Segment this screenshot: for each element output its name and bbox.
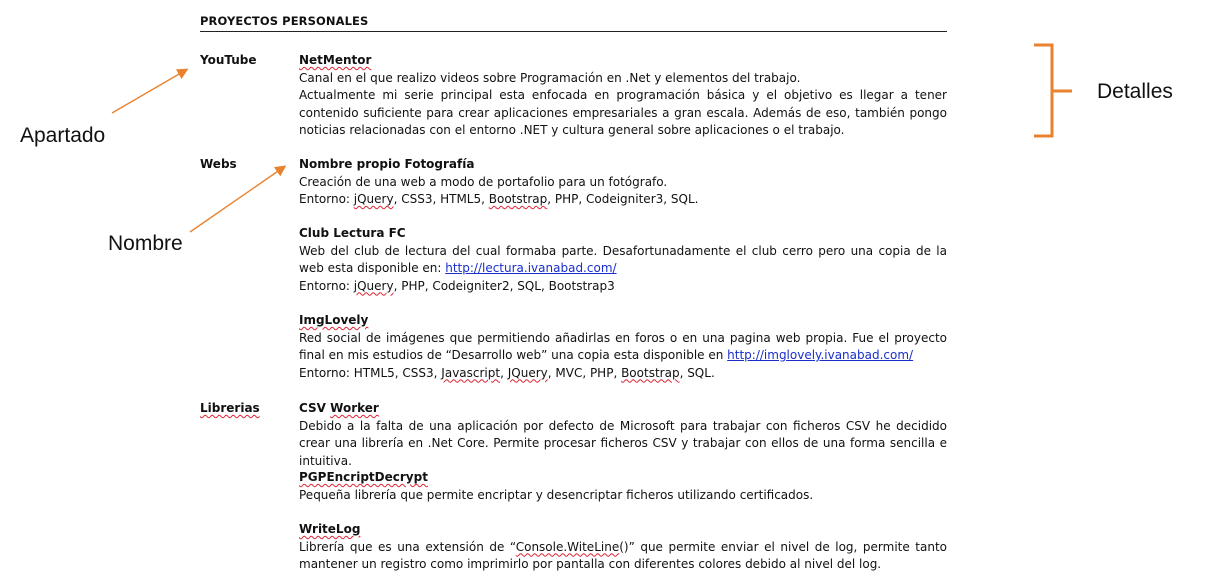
entry-name: CSV Worker	[299, 401, 379, 415]
detalles-bracket	[1034, 45, 1072, 136]
imglovely-link[interactable]: http://imglovely.ivanabad.com/	[727, 348, 914, 362]
club-lectura-link[interactable]: http://lectura.ivanabad.com/	[445, 261, 617, 275]
category-librerias: Librerias	[200, 401, 260, 415]
entry-description: Red social de imágenes que permitiendo añadirlas en foros o en una pagina web propia. Fue el proyecto final en mis estudios de “Desarrollo web” una copia esta disponible en http://imglovely.ivanabad.com/	[299, 330, 947, 362]
entry-tech-stack: Entorno: jQuery, CSS3, HTML5, Bootstrap, PHP, Codeigniter3, SQL.	[299, 192, 699, 206]
entry-tech-stack: Entorno: jQuery, PHP, Codeigniter2, SQL, Bootstrap3	[299, 278, 615, 293]
entry-tech-stack: Entorno: HTML5, CSS3, Javascript, JQuery, MVC, PHP, Bootstrap, SQL.	[299, 365, 715, 380]
nombre-arrow	[190, 167, 284, 232]
callout-nombre: Nombre	[108, 232, 183, 255]
category-webs: Webs	[200, 157, 237, 171]
entry-name: PGPEncriptDecrypt	[299, 470, 428, 484]
category-youtube: YouTube	[200, 53, 257, 67]
entry-description: Pequeña librería que permite encriptar y desencriptar ficheros utilizando certificados.	[299, 487, 814, 502]
entry-name: WriteLog	[299, 522, 361, 536]
callout-apartado: Apartado	[20, 124, 106, 147]
entry-name: ImgLovely	[299, 313, 369, 327]
entry-name: Club Lectura FC	[299, 226, 406, 240]
entry-description: Librería que es una extensión de “Console.WiteLine()” que permite enviar el nivel de log, permite tanto mantener un registro como imprimirlo por pantalla con diferentes colores debido al nivel del log.	[299, 539, 948, 571]
section-title: PROYECTOS PERSONALES	[200, 14, 947, 32]
apartado-arrow	[112, 70, 186, 113]
entry-name: Nombre propio Fotografía	[299, 157, 475, 171]
entry-description: Canal en el que realizo videos sobre Programación en .Net y elementos del trabajo.	[299, 70, 801, 85]
entry-description: Web del club de lectura del cual formaba parte. Desafortunadamente el club cerro pero una copia de la web esta disponible en: http://lectura.ivanabad.com/	[299, 243, 947, 275]
callout-detalles: Detalles	[1097, 80, 1173, 103]
entry-description: Creación de una web a modo de portafolio para un fotógrafo.	[299, 174, 668, 189]
entry-name: NetMentor	[299, 53, 372, 67]
entry-description: Debido a la falta de una aplicación por defecto de Microsoft para trabajar con ficheros CSV he decidido crear una librería en .Net Core. Permite procesar ficheros CSV y trabajar con ellos de una forma sencilla e intuitiva.	[299, 418, 947, 468]
entry-description: Actualmente mi serie principal esta enfocada en programación básica y el objetivo es llegar a tener contenido suficiente para crear aplicaciones empresariales a gran escala. Además de eso, también pongo noticias relacionadas con el entorno .NET y cultura general sobre aplicaciones o el trabajo.	[299, 88, 947, 137]
